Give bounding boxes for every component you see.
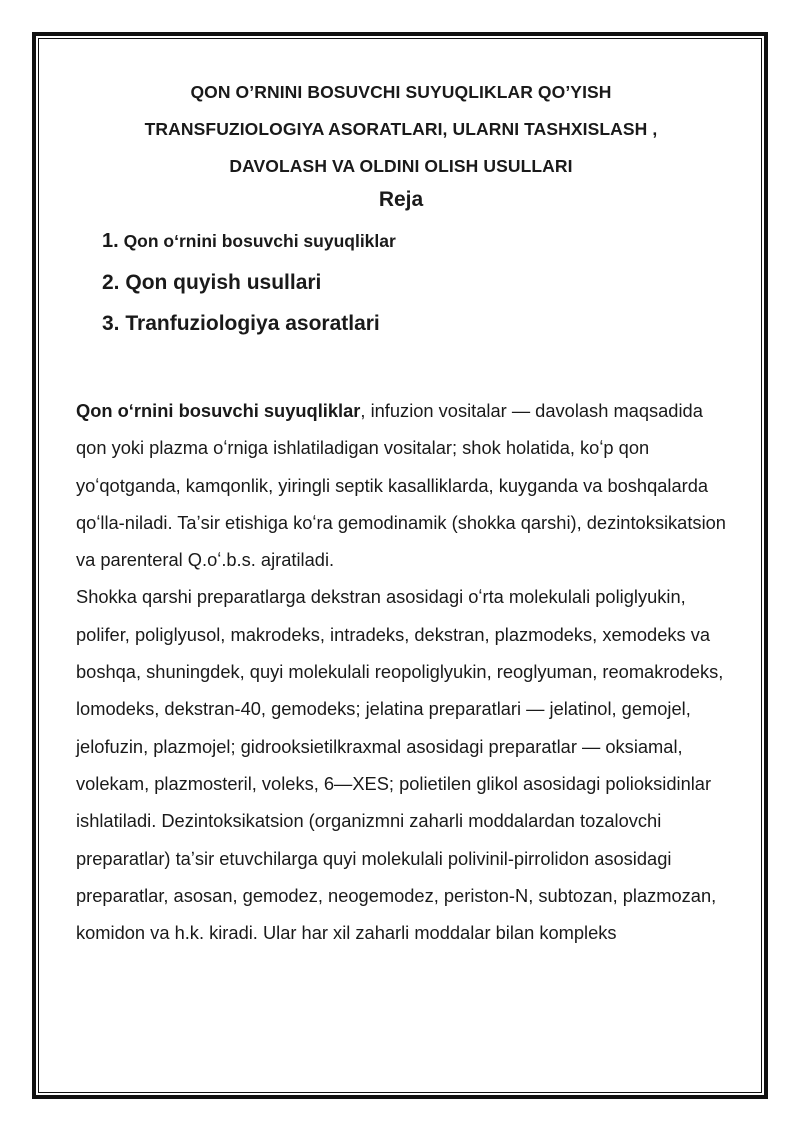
paragraph-2: Shokka qarshi preparatlarga dekstran asosidagi oʻrta molekulali poliglyukin, polifer, poliglyusol, makrodeks, intradeks, dekstran, plazmodeks, xemodeks va boshqa, shuningdek, quyi molekulali reopoliglyukin, reoglyuman, reomakrodeks, lomodeks, dekstran-40, gemodeks; jelatina preparatlari — jelatinol, gemojel, jelofuzin, plazmojel; gidrooksietilkraxmal asosidagi preparatlar — oksiamal, volekam, plazmosteril, voleks, 6—XES; polietilen glikol asosidagi polioksidinlar ishlatiladi. Dezintoksikatsion (organizmni zaharli moddalardan tozalovchi preparatlar) taʼsir etuvchilarga quyi molekulali polivinil-pirrolidon asosidagi preparatlar, asosan, gemodez, neogemodez, periston-N, subtozan, plazmozan, komidon va h.k. kiradi. Ular har xil zaharli moddalar bilan kompleks bbox=[76, 586, 724, 944]
paragraph-1-term: Qon oʻrnini bosuvchi suyuqliklar bbox=[76, 400, 361, 421]
plan-item-2 bbox=[102, 262, 726, 303]
plan-item-text: Qon oʻrnini bosuvchi suyuqliklar bbox=[123, 231, 396, 251]
plan-item-text: Tranfuziologiya asoratlari bbox=[125, 312, 380, 335]
document-title bbox=[76, 74, 726, 185]
plan-item-3 bbox=[102, 303, 726, 344]
title-line-3: DAVOLASH VA OLDINI OLISH USULLARI bbox=[229, 156, 573, 176]
paragraph-1-text: , infuzion vositalar — davolash maqsadida qon yoki plazma oʻrniga ishlatiladigan vositalar; shok holatida, koʻp qon yoʻqotganda, kamqonlik, yiringli septik kasalliklarda, kuyganda va boshqalarda qoʻlla-niladi. Taʼsir etishiga koʻra gemodinamik (shokka qarshi), dezintoksikatsion va parenteral Q.oʻ.b.s. ajratiladi. bbox=[76, 400, 726, 571]
title-line-1: QON O’RNINI BOSUVCHI SUYUQLIKLAR QO’YISH bbox=[190, 82, 612, 102]
plan-item-number: 3. bbox=[102, 312, 120, 335]
plan-list bbox=[76, 221, 726, 344]
plan-item-text: Qon quyish usullari bbox=[125, 271, 322, 294]
title-line-2: TRANSFUZIOLOGIYA ASORATLARI, ULARNI TASHXISLASH , bbox=[144, 119, 658, 139]
paragraph-1 bbox=[76, 392, 726, 578]
plan-item-number: 2. bbox=[102, 271, 120, 294]
plan-item-1 bbox=[102, 221, 726, 262]
body-text bbox=[76, 392, 726, 951]
plan-heading: Reja bbox=[378, 188, 424, 211]
document-content bbox=[76, 74, 726, 951]
plan-item-number: 1. bbox=[102, 230, 119, 252]
